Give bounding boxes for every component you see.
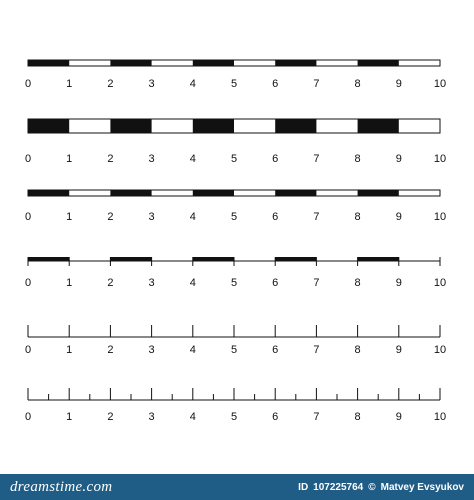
scale-bar-3 [25, 190, 446, 223]
scale-tick-label: 4 [189, 211, 196, 224]
scale-tick-label: 4 [189, 277, 196, 290]
scale-tick-label: 5 [230, 344, 238, 357]
scale-tick-label: 3 [148, 277, 155, 290]
scale-tick-label: 4 [189, 344, 196, 357]
scale-tick-label: 8 [354, 153, 361, 166]
scale-bar-6 [25, 388, 446, 423]
scale-tick-label: 6 [272, 211, 279, 224]
scale-tick-label: 8 [354, 344, 361, 357]
scale-segment-dark [28, 60, 69, 66]
scale-tick-label: 3 [148, 153, 155, 166]
scale-segment-dark [28, 257, 69, 261]
scale-tick-label: 9 [395, 211, 402, 224]
scale-tick-label: 7 [313, 153, 320, 166]
scale-tick-label: 8 [354, 277, 361, 290]
image-credit [298, 482, 464, 493]
scale-tick-label: 9 [395, 344, 402, 357]
scale-tick-label: 1 [66, 211, 73, 224]
scale-segment-dark [358, 190, 399, 196]
scale-segment-dark [275, 190, 316, 196]
scale-tick-label: 1 [66, 277, 73, 290]
scale-tick-label: 2 [107, 211, 114, 224]
scale-tick-label: 1 [66, 344, 73, 357]
scale-tick-label: 10 [433, 211, 447, 224]
scale-tick-label: 7 [313, 211, 320, 224]
scale-tick-label: 6 [272, 78, 279, 91]
scale-tick-label: 1 [66, 78, 73, 91]
scale-tick-label: 6 [272, 153, 279, 166]
author-name: Matvey Evsyukov [380, 481, 464, 493]
scale-tick-label: 5 [230, 153, 238, 166]
scale-tick-label: 9 [395, 277, 402, 290]
scale-tick-label: 5 [230, 211, 238, 224]
scale-tick-label: 10 [433, 277, 447, 290]
scale-tick-label: 3 [148, 78, 155, 91]
scale-bar-1 [25, 60, 446, 90]
scale-segment-dark [358, 119, 399, 133]
scale-segment-dark [193, 257, 234, 261]
scale-tick-label: 7 [313, 411, 320, 424]
scale-tick-label: 10 [433, 153, 447, 166]
scale-segment-dark [110, 257, 151, 261]
scale-tick-label: 0 [24, 211, 32, 224]
scale-tick-label: 2 [107, 78, 114, 91]
scale-tick-label: 6 [272, 344, 279, 357]
scale-tick-label: 7 [313, 78, 320, 91]
scale-segment-dark [193, 119, 234, 133]
scale-segment-dark [275, 119, 316, 133]
scale-segment-dark [275, 60, 316, 66]
scale-segment-dark [110, 119, 151, 133]
scale-tick-label: 1 [66, 411, 73, 424]
scale-tick-label: 2 [107, 411, 114, 424]
scale-tick-label: 0 [24, 78, 32, 91]
scale-tick-label: 3 [148, 411, 155, 424]
scale-bar-4 [25, 257, 446, 289]
scale-segment-dark [358, 60, 399, 66]
scale-segment-dark [110, 190, 151, 196]
scale-tick-label: 1 [66, 153, 73, 166]
scale-tick-label: 4 [189, 78, 196, 91]
scale-bar-5 [25, 325, 446, 356]
scale-tick-label: 8 [354, 78, 361, 91]
scale-tick-label: 2 [107, 344, 114, 357]
scale-tick-label: 7 [313, 344, 320, 357]
scale-tick-label: 4 [189, 411, 196, 424]
scale-tick-label: 6 [272, 277, 279, 290]
id-value: 107225764 [313, 481, 364, 493]
scale-segment-dark [110, 60, 151, 66]
scale-tick-label: 7 [313, 277, 320, 290]
scale-tick-label: 0 [24, 153, 32, 166]
scale-tick-label: 9 [395, 153, 402, 166]
watermark-footer [0, 474, 474, 500]
scale-tick-label: 8 [354, 211, 361, 224]
copyright-symbol: © [368, 481, 376, 493]
scale-segment-dark [28, 190, 69, 196]
scale-tick-label: 2 [107, 277, 114, 290]
scale-tick-label: 10 [433, 344, 447, 357]
scale-tick-label: 10 [433, 78, 447, 91]
scale-tick-label: 5 [230, 277, 238, 290]
scale-tick-label: 5 [230, 78, 238, 91]
scale-tick-label: 0 [24, 411, 32, 424]
scale-segment-dark [193, 190, 234, 196]
scale-tick-label: 0 [24, 277, 32, 290]
scale-tick-label: 3 [148, 344, 155, 357]
scale-tick-label: 6 [272, 411, 279, 424]
scale-tick-label: 4 [189, 153, 196, 166]
scale-bar-2 [25, 119, 446, 165]
scale-segment-dark [358, 257, 399, 261]
scale-tick-label: 8 [354, 411, 361, 424]
scale-tick-label: 10 [433, 411, 447, 424]
scale-tick-label: 0 [24, 344, 32, 357]
scale-tick-label: 9 [395, 411, 402, 424]
scale-tick-label: 5 [230, 411, 238, 424]
scale-segment-dark [193, 60, 234, 66]
scale-tick-label: 3 [148, 211, 155, 224]
scale-tick-label: 2 [107, 153, 114, 166]
brand-logo-text: dreamstime.com [10, 478, 113, 495]
scale-segment-dark [28, 119, 69, 133]
id-label: ID [298, 481, 309, 493]
scale-tick-label: 9 [395, 78, 402, 91]
scale-segment-dark [275, 257, 316, 261]
